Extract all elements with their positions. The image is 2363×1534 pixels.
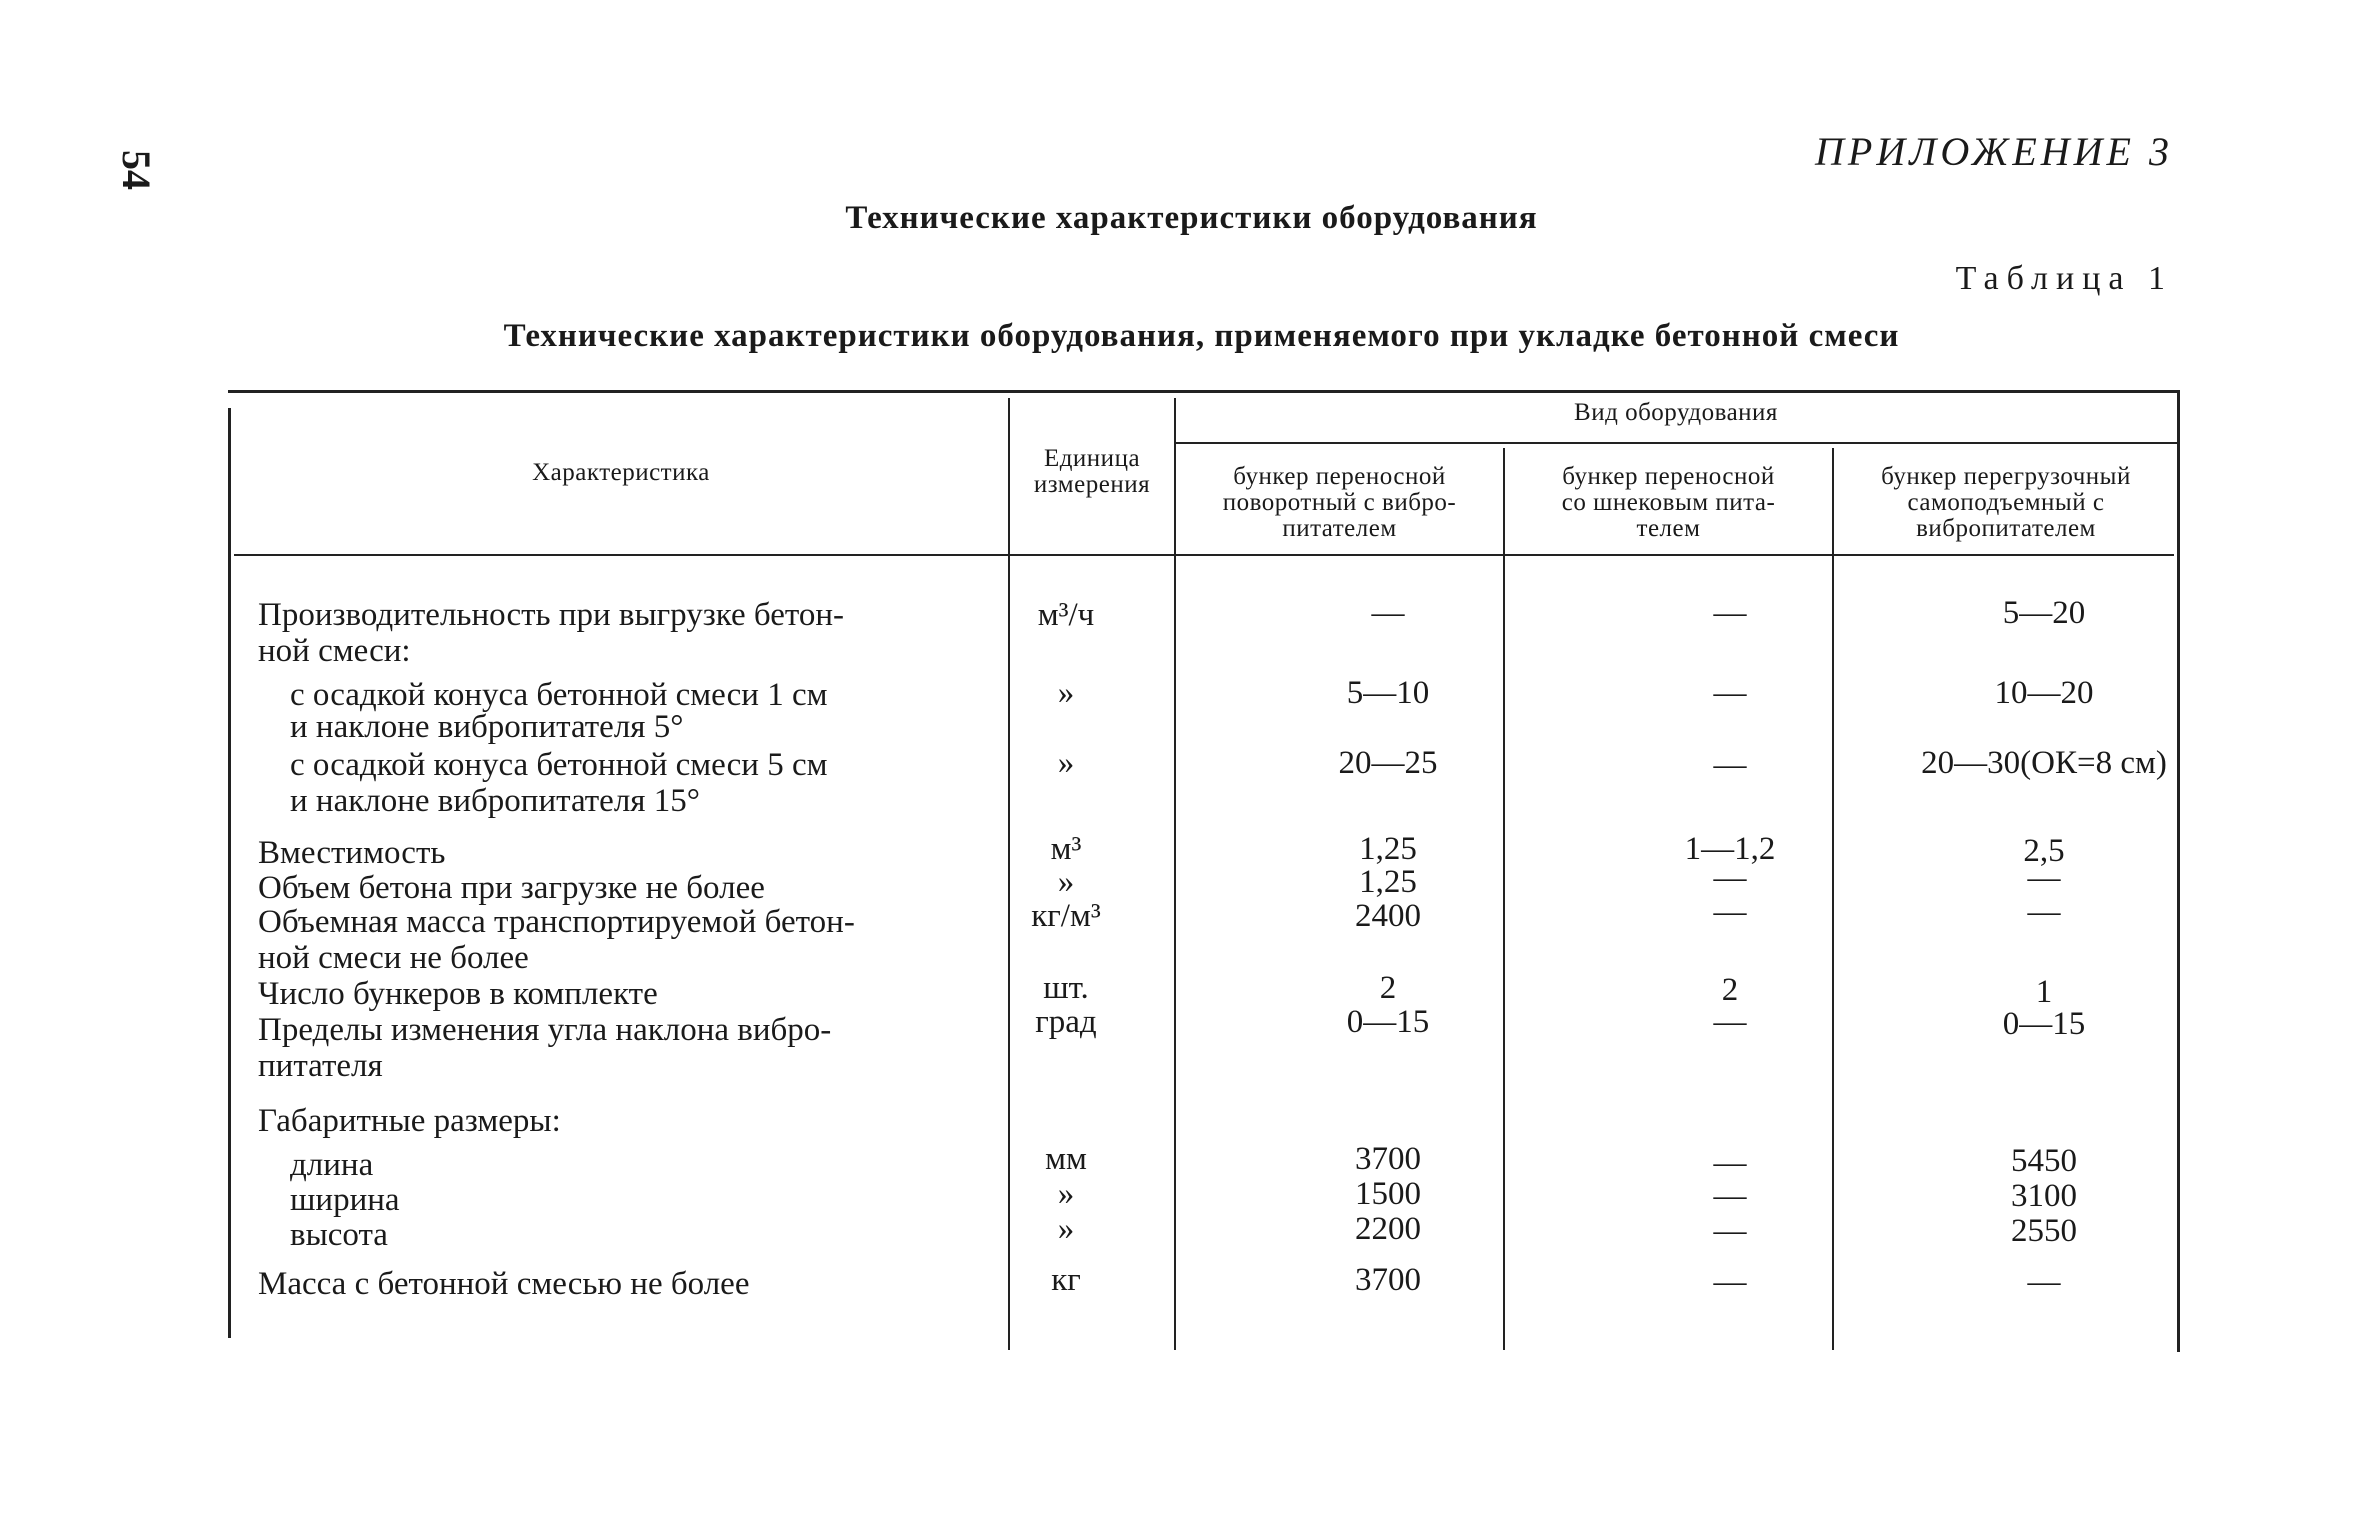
row-unit: мм: [1045, 1141, 1087, 1177]
row-value-col1: 1500: [1355, 1176, 1421, 1212]
header-bottom-rule: [234, 554, 2174, 556]
row-value-col2: —: [1713, 747, 1747, 783]
row-characteristic: и наклоне вибропитателя 15°: [290, 783, 700, 819]
row-value-col1: 1,25: [1359, 831, 1417, 867]
row-unit: »: [1057, 864, 1075, 900]
row-value-col1: —: [1371, 595, 1405, 631]
row-characteristic: ной смеси не более: [258, 940, 529, 976]
header-col2-line3: телем: [1636, 515, 1701, 542]
row-characteristic: Объем бетона при загрузке не более: [258, 870, 765, 906]
row-value-col3: 5—20: [2002, 595, 2086, 631]
row-unit: м³/ч: [1037, 597, 1095, 633]
row-value-col3: —: [2027, 1264, 2061, 1300]
header-characteristic: Характеристика: [532, 459, 710, 486]
table-left-rule: [228, 408, 231, 1338]
row-characteristic: и наклоне вибропитателя 5°: [290, 709, 684, 745]
row-value-col2: —: [1713, 1178, 1747, 1214]
row-characteristic: Производительность при выгрузке бетон-: [258, 597, 845, 633]
row-unit: »: [1057, 675, 1075, 711]
header-col2-line1: бункер переносной: [1562, 463, 1775, 490]
row-value-col2: 2: [1721, 972, 1739, 1008]
row-characteristic: питателя: [258, 1048, 383, 1084]
appendix-label: ПРИЛОЖЕНИЕ 3: [1815, 129, 2173, 174]
row-value-col2: —: [1713, 860, 1747, 896]
header-unit-line2: измерения: [1033, 471, 1151, 498]
row-unit: град: [1035, 1004, 1097, 1040]
table-top-rule: [228, 390, 2180, 393]
row-unit: »: [1057, 1176, 1075, 1212]
header-col3-line2: самоподъемный с: [1907, 489, 2105, 516]
row-characteristic: высота: [290, 1217, 388, 1253]
row-value-col2: 1—1,2: [1684, 831, 1776, 867]
table-label: Таблица 1: [1955, 260, 2173, 297]
row-value-col3: 10—20: [1994, 675, 2094, 711]
row-value-col1: 2400: [1355, 898, 1421, 934]
section-title: Технические характеристики оборудования: [845, 200, 1538, 236]
header-unit-line1: Единица: [1043, 445, 1141, 472]
header-col2-line2: со шнековым пита-: [1561, 489, 1776, 516]
row-value-col3: —: [2027, 894, 2061, 930]
row-characteristic: ной смеси:: [258, 633, 411, 669]
row-unit: кг: [1051, 1262, 1081, 1298]
row-value-col1: 1,25: [1359, 864, 1417, 900]
row-characteristic: Масса с бетонной смесью не более: [258, 1266, 750, 1302]
row-value-col2: —: [1713, 675, 1747, 711]
header-col3-line1: бункер перегрузочный: [1881, 463, 2131, 490]
row-characteristic: с осадкой конуса бетонной смеси 1 см: [290, 677, 828, 713]
row-value-col3: 5450: [2011, 1143, 2077, 1179]
row-value-col1: 5—10: [1346, 675, 1430, 711]
row-characteristic: с осадкой конуса бетонной смеси 5 см: [290, 747, 828, 783]
row-value-col3: 20—30(ОК=8 см): [1921, 745, 2167, 781]
row-characteristic: Габаритные размеры:: [258, 1103, 561, 1139]
row-characteristic: Объемная масса транспортируемой бетон-: [258, 904, 855, 940]
row-unit: шт.: [1043, 970, 1089, 1006]
row-value-col2: —: [1713, 1264, 1747, 1300]
row-unit: »: [1057, 1211, 1075, 1247]
row-unit: м³: [1050, 831, 1082, 867]
row-value-col1: 2: [1379, 970, 1397, 1006]
table-title: Технические характеристики оборудования, применяемого при укладке бетонной смеси: [503, 318, 1900, 354]
row-value-col3: 0—15: [2002, 1006, 2086, 1042]
row-value-col1: 2200: [1355, 1211, 1421, 1247]
characteristics-table: [228, 390, 2180, 1352]
row-value-col1: 3700: [1355, 1262, 1421, 1298]
row-value-col3: 1: [2035, 974, 2053, 1010]
row-value-col1: 20—25: [1338, 745, 1438, 781]
row-value-col2: —: [1713, 595, 1747, 631]
row-characteristic: Число бункеров в комплекте: [258, 976, 658, 1012]
row-characteristic: Пределы изменения угла наклона вибро-: [258, 1012, 832, 1048]
row-value-col3: 2550: [2011, 1213, 2077, 1249]
row-characteristic: Вместимость: [258, 835, 446, 871]
header-col1-line1: бункер переносной: [1233, 463, 1446, 490]
row-unit: »: [1057, 745, 1075, 781]
header-equipment-type: Вид оборудования: [1574, 399, 1778, 426]
row-characteristic: ширина: [290, 1182, 400, 1218]
header-col1-line2: поворотный с вибро-: [1222, 489, 1457, 516]
row-unit: кг/м³: [1031, 898, 1101, 934]
header-subrule: [1174, 442, 2180, 444]
row-value-col2: —: [1713, 1004, 1747, 1040]
row-value-col3: 2,5: [2023, 833, 2065, 869]
row-value-col2: —: [1713, 1213, 1747, 1249]
row-value-col1: 3700: [1355, 1141, 1421, 1177]
page-number: 54: [114, 150, 159, 190]
row-value-col3: 3100: [2011, 1178, 2077, 1214]
header-col1-line3: питателем: [1282, 515, 1397, 542]
row-value-col2: —: [1713, 894, 1747, 930]
row-value-col2: —: [1713, 1145, 1747, 1181]
row-value-col3: —: [2027, 860, 2061, 896]
row-characteristic: длина: [290, 1147, 374, 1183]
row-value-col1: 0—15: [1346, 1004, 1430, 1040]
header-col3-line3: вибропитателем: [1916, 515, 2096, 542]
